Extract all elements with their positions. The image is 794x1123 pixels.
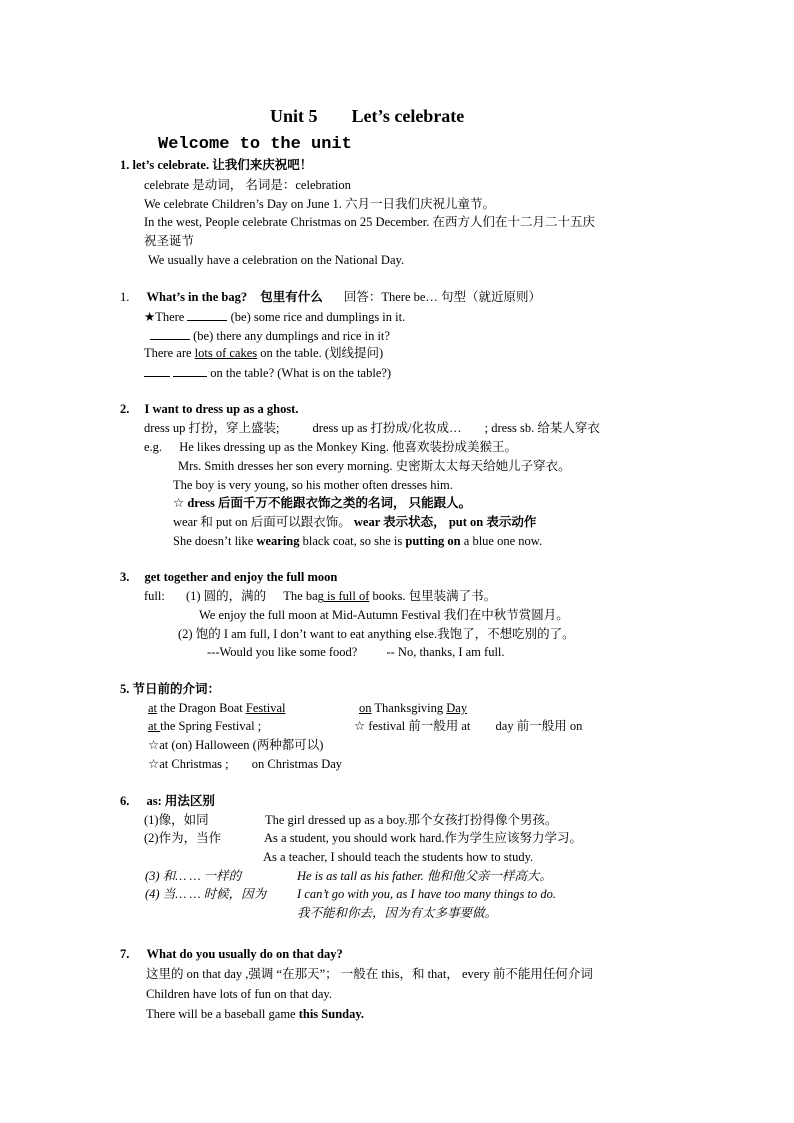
text: ---Would you like some food? <box>207 645 358 659</box>
text: dress up 打扮，穿上盛装; <box>144 421 280 435</box>
s3-line-5 <box>173 495 471 511</box>
text: the Spring Festival ; <box>160 719 262 733</box>
text: 名词是：celebration <box>245 178 351 192</box>
text: The bag <box>283 589 324 603</box>
section-number: 1. <box>120 290 130 304</box>
unit-number: Unit 5 <box>270 106 318 126</box>
s1-line-5: We usually have a celebration on the National Day. <box>148 253 405 267</box>
text: on the table. (划线提问) <box>257 346 384 360</box>
text: a blue one now. <box>460 534 543 548</box>
text: on the table? (What is on the table?) <box>210 366 392 380</box>
section-3-heading-en: I want to dress up as a ghost. <box>144 402 299 416</box>
section-number: 7. <box>120 947 130 961</box>
section-2-answer: 回答：There be… 句型（就近原则） <box>343 290 542 304</box>
bold-text: 后面千万不能跟衣饰之类的名词， 只能跟人。 <box>214 496 472 510</box>
underlined-text: is full of <box>323 589 370 603</box>
s2-line-4 <box>144 364 391 381</box>
section-number: 6. <box>120 794 130 808</box>
bold-text: wearing <box>256 534 300 548</box>
s7-line-1: 这里的 on that day ,强调 “在那天”； 一般在 this，和 that， every 前不能用任何介词 <box>146 967 593 981</box>
fill-blank <box>144 364 170 377</box>
s3-line-3: Mrs. Smith dresses her son every morning. 史密斯太太每天给她儿子穿衣。 <box>178 459 571 473</box>
section-2-heading <box>120 289 541 305</box>
s6-line-3: As a teacher, I should teach the students how to study. <box>263 850 534 864</box>
s1-line-4: 祝圣诞节 <box>144 234 195 248</box>
fill-blank <box>187 308 227 321</box>
section-1-heading-zh: 让我们来庆祝吧！ <box>212 158 313 172</box>
section-1-heading <box>120 157 312 173</box>
underlined-text: Day <box>446 701 468 715</box>
underlined-text: at <box>148 719 161 733</box>
section-6-heading <box>120 793 215 809</box>
underlined-text: on <box>359 701 372 715</box>
section-number: 2. <box>120 402 130 416</box>
text: wear 和 put on 后面可以跟衣饰。 <box>173 515 354 529</box>
section-1-heading-en: 1. let’s celebrate. <box>120 158 210 172</box>
text: Thanksgiving <box>371 701 447 715</box>
text: (be) some rice and dumplings in it. <box>230 310 406 324</box>
bold-text: wear <box>353 515 381 529</box>
section-4-heading <box>120 569 337 585</box>
text: the Dragon Boat <box>157 701 246 715</box>
s5-line-1 <box>148 700 286 716</box>
section-4-heading-en: get together and enjoy the full moon <box>144 570 338 584</box>
fill-blank <box>173 364 207 377</box>
s4-line-2: We enjoy the full moon at Mid-Autumn Festival 我们在中秋节赏圆月。 <box>199 608 569 622</box>
s1-line-2: We celebrate Children’s Day on June 1. 六月一日我们庆祝儿童节。 <box>144 197 496 211</box>
bold-text: put on <box>448 515 484 529</box>
s3-line-7 <box>173 533 542 549</box>
s6-line-5-label: (4) 当… … 时候，因为 <box>145 887 267 901</box>
s5-line-1-right <box>359 700 467 716</box>
s6-line-4-label: (3) 和… … 一样的 <box>145 869 242 883</box>
s4-line-3: (2) 饱的 I am full, I don’t want to eat anything else.我饱了，不想吃别的了。 <box>178 627 575 641</box>
s2-line-2 <box>150 327 390 344</box>
s3-line-2 <box>144 439 517 455</box>
s7-line-2: Children have lots of fun on that day. <box>146 987 332 1001</box>
s5-line-2-right <box>354 718 582 734</box>
s7-line-3 <box>146 1006 364 1022</box>
text: 是动词， <box>192 178 243 192</box>
text: ☆ festival 前一般用 at <box>354 719 471 733</box>
s4-line-1 <box>144 588 496 604</box>
text: She doesn’t like <box>173 534 257 548</box>
section-7-heading <box>120 946 343 962</box>
text: e.g. <box>144 440 163 454</box>
s5-line-2 <box>148 718 261 734</box>
s4-line-4 <box>207 644 505 660</box>
s2-line-3 <box>144 345 383 361</box>
text: day 前一般用 on <box>495 719 583 733</box>
text: There are <box>144 346 195 360</box>
s5-line-3: ☆at (on) Halloween (两种都可以) <box>148 738 324 752</box>
section-3-heading <box>120 401 298 417</box>
text: full: <box>144 589 165 603</box>
fill-blank <box>150 327 190 340</box>
s6-line-6: 我不能和你去，因为有太多事要做。 <box>297 906 498 920</box>
s6-line-1-label: (1)像，如同 <box>144 813 209 827</box>
s5-line-4 <box>148 756 342 772</box>
text: ★There <box>144 310 185 324</box>
underlined-text: at <box>148 701 158 715</box>
page-title <box>270 108 464 124</box>
text: celebrate <box>144 178 190 192</box>
s6-line-5-example: I can’t go with you, as I have too many things to do. <box>297 887 556 901</box>
text: dress up as 打扮成/化妆成… <box>312 421 462 435</box>
bold-text: this Sunday. <box>298 1007 365 1021</box>
s3-line-6 <box>173 514 536 530</box>
section-5-heading: 5. 节日前的介词： <box>120 682 221 696</box>
bold-text: dress <box>187 496 215 510</box>
page-subtitle: Welcome to the unit <box>158 135 352 154</box>
bold-text: 表示状态， <box>380 515 449 529</box>
s6-line-2-label: (2)作为，当作 <box>144 831 222 845</box>
text: on Christmas Day <box>251 757 343 771</box>
section-7-heading-en: What do you usually do on that day? <box>146 947 343 961</box>
text: (be) there any dumplings and rice in it? <box>193 329 390 343</box>
text: -- No, thanks, I am full. <box>386 645 505 659</box>
underlined-text: Festival <box>245 701 286 715</box>
text: (1) 圆的，满的 <box>185 589 267 603</box>
s1-line-1 <box>144 177 351 193</box>
s6-line-1-example: The girl dressed up as a boy.那个女孩打扮得像个男孩。 <box>265 813 558 827</box>
underlined-text: lots of cakes <box>194 346 258 360</box>
s3-line-1 <box>144 420 600 436</box>
s3-line-4: The boy is very young, so his mother often dresses him. <box>173 478 453 492</box>
section-2-heading-en: What’s in the bag? <box>146 290 248 304</box>
text: books. 包里装满了书。 <box>369 589 497 603</box>
unit-name: Let’s celebrate <box>351 106 465 126</box>
text: He likes dressing up as the Monkey King. 他喜欢装扮成美猴王。 <box>179 440 518 454</box>
bold-text: 表示动作 <box>483 515 537 529</box>
text: ; dress sb. 给某人穿衣 <box>484 421 600 435</box>
section-number: 3. <box>120 570 130 584</box>
s2-line-1 <box>144 308 405 325</box>
text: There will be a baseball game <box>146 1007 299 1021</box>
section-2-heading-zh: 包里有什么 <box>260 290 323 304</box>
star-outline-icon: ☆ <box>173 496 188 510</box>
s1-line-3: In the west, People celebrate Christmas on 25 December. 在西方人们在十二月二十五庆 <box>144 215 595 229</box>
section-6-heading-text: as: 用法区别 <box>146 794 215 808</box>
bold-text: putting on <box>405 534 461 548</box>
s6-line-2-example: As a student, you should work hard.作为学生应该努力学习。 <box>264 831 583 845</box>
text: black coat, so she is <box>299 534 406 548</box>
s6-line-4-example: He is as tall as his father. 他和他父亲一样高大。 <box>297 869 552 883</box>
text: ☆at Christmas ; <box>148 757 229 771</box>
